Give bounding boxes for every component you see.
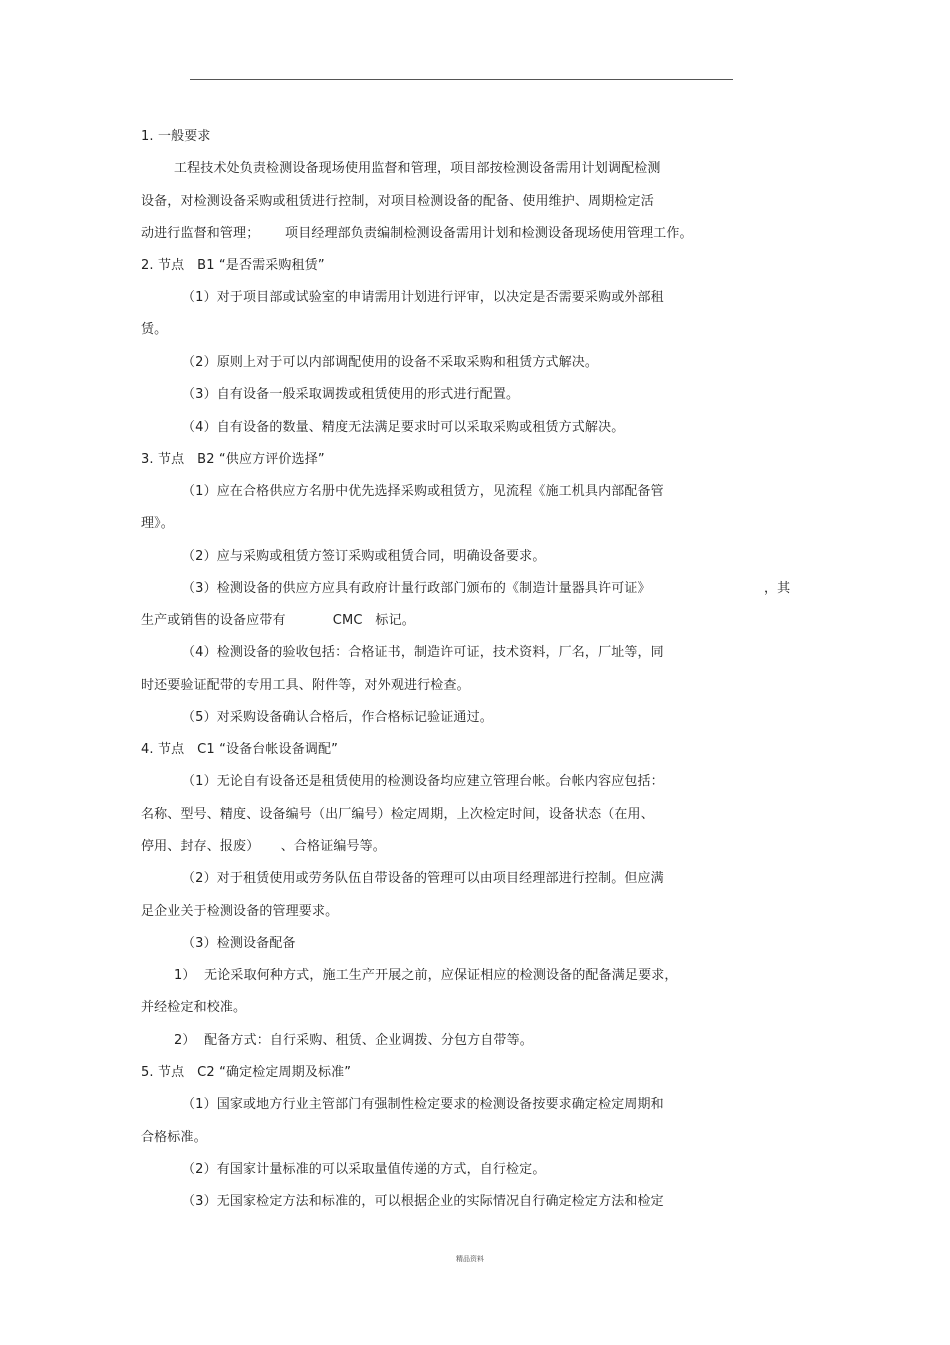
- paragraph-line: 理》。: [141, 516, 174, 531]
- page-footer: 精品资料: [456, 1255, 484, 1263]
- paragraph-line: （2）对于租赁使用或劳务队伍自带设备的管理可以由项目经理部进行控制。但应满: [182, 871, 664, 886]
- section-heading: 4. 节点 C1 “设备台帐设备调配”: [141, 742, 339, 757]
- paragraph-line: （3）无国家检定方法和标准的，可以根据企业的实际情况自行确定检定方法和检定: [182, 1194, 664, 1209]
- paragraph-line: 2） 配备方式：自行采购、租赁、企业调拨、分包方自带等。: [174, 1033, 533, 1048]
- paragraph-line: 合格标准。: [141, 1130, 207, 1145]
- paragraph-line: 赁。: [141, 322, 168, 337]
- paragraph-line: 设备，对检测设备采购或租赁进行控制，对项目检测设备的配备、使用维护、周期检定活: [141, 194, 654, 209]
- paragraph-line: 名称、型号、精度、设备编号（出厂编号）检定周期，上次检定时间，设备状态（在用、: [141, 807, 654, 822]
- header-rule: [190, 79, 733, 80]
- paragraph-line: （3）自有设备一般采取调拨或租赁使用的形式进行配置。: [182, 387, 520, 402]
- paragraph-line: （2）应与采购或租赁方签订采购或租赁合同，明确设备要求。: [182, 549, 546, 564]
- section-heading: 1. 一般要求: [141, 129, 211, 144]
- paragraph-line: 动进行监督和管理； 项目经理部负责编制检测设备需用计划和检测设备现场使用管理工作。: [141, 226, 693, 241]
- paragraph-line: 并经检定和校准。: [141, 1000, 247, 1015]
- paragraph-line: 生产或销售的设备应带有 CMC 标记。: [141, 613, 415, 628]
- paragraph-line: （1）国家或地方行业主管部门有强制性检定要求的检测设备按要求确定检定周期和: [182, 1097, 664, 1112]
- paragraph-line: （2）原则上对于可以内部调配使用的设备不采取采购和租赁方式解决。: [182, 355, 599, 370]
- paragraph-line: （1）应在合格供应方名册中优先选择采购或租赁方，见流程《施工机具内部配备管: [182, 484, 664, 499]
- paragraph-line: （4）检测设备的验收包括：合格证书，制造许可证，技术资料，厂名，厂址等，同: [182, 645, 664, 660]
- paragraph-line: 1） 无论采取何种方式，施工生产开展之前，应保证相应的检测设备的配备满足要求，: [174, 968, 678, 983]
- paragraph-line: （4）自有设备的数量、精度无法满足要求时可以采取采购或租赁方式解决。: [182, 420, 625, 435]
- paragraph-line: 停用、封存、报废） 、合格证编号等。: [141, 839, 386, 854]
- section-heading: 5. 节点 C2 “确定检定周期及标准”: [141, 1065, 352, 1080]
- paragraph-line-tail: ，其: [764, 581, 791, 596]
- paragraph-line: （2）有国家计量标准的可以采取量值传递的方式，自行检定。: [182, 1162, 546, 1177]
- paragraph-line: （5）对采购设备确认合格后，作合格标记验证通过。: [182, 710, 493, 725]
- paragraph-line: （3）检测设备配备: [182, 936, 296, 951]
- paragraph-line: 足企业关于检测设备的管理要求。: [141, 904, 339, 919]
- paragraph-line: （1）对于项目部或试验室的申请需用计划进行评审，以决定是否需要采购或外部租: [182, 290, 664, 305]
- section-heading: 2. 节点 B1 “是否需采购租赁”: [141, 258, 325, 273]
- paragraph-line: （1）无论自有设备还是租赁使用的检测设备均应建立管理台帐。台帐内容应包括：: [182, 774, 664, 789]
- paragraph-line: 工程技术处负责检测设备现场使用监督和管理，项目部按检测设备需用计划调配检测: [174, 161, 661, 176]
- paragraph-line: （3）检测设备的供应方应具有政府计量行政部门颁布的《制造计量器具许可证》: [182, 581, 651, 596]
- section-heading: 3. 节点 B2 “供应方评价选择”: [141, 452, 325, 467]
- paragraph-line: 时还要验证配带的专用工具、附件等，对外观进行检查。: [141, 678, 470, 693]
